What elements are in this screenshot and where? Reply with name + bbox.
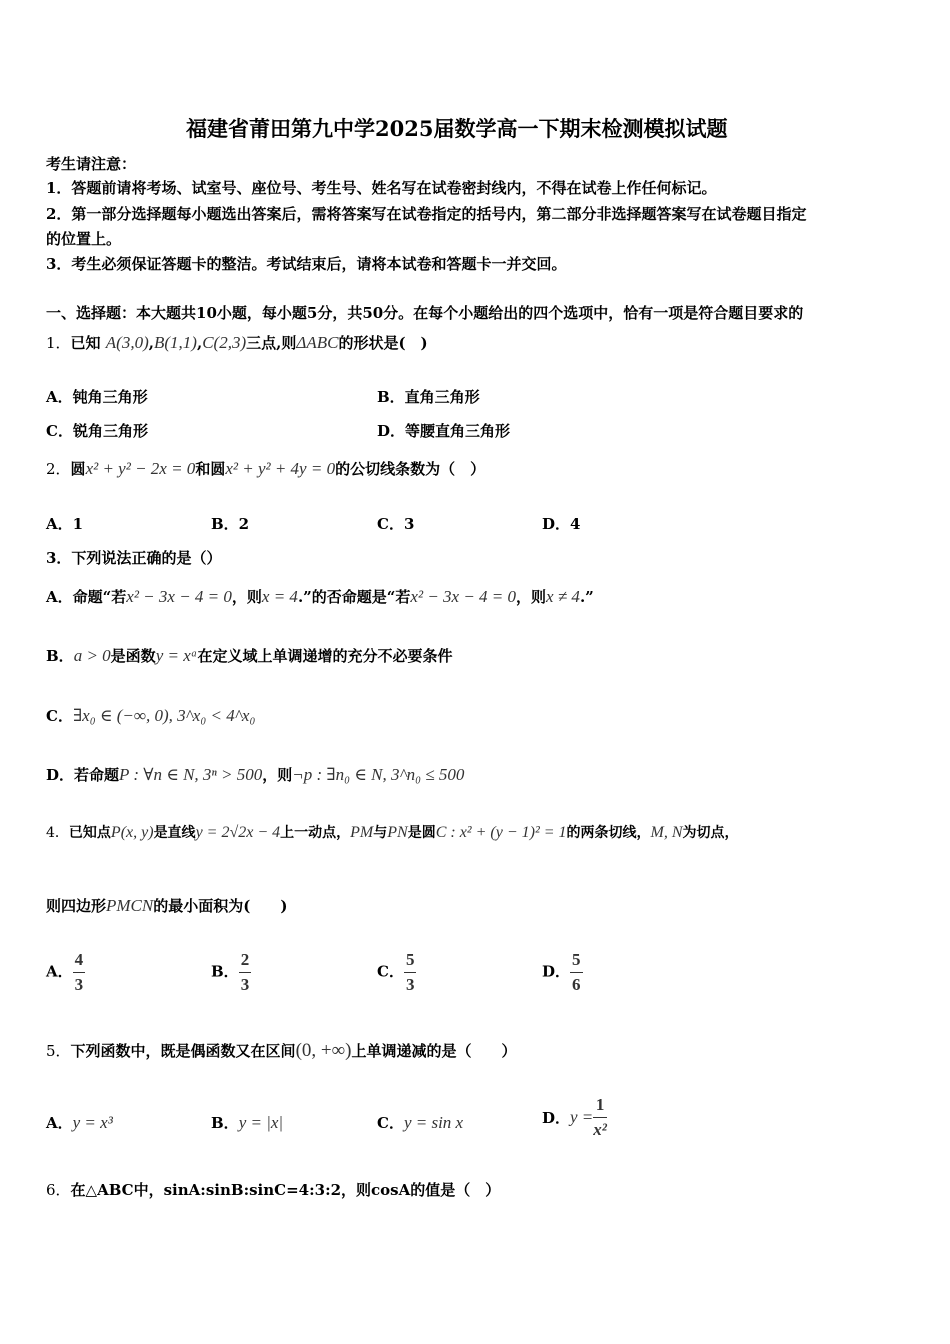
notice-heading: 考生请注意：	[46, 155, 137, 173]
q4c-label: C．	[377, 962, 404, 981]
q6-stem: 在△ABC中，sinA:sinB:sinC=4:3:2，则cosA的值是（ ）	[70, 1181, 501, 1199]
q1-option-d[interactable]: D．等腰直角三角形	[377, 422, 511, 440]
q4-expr-5: C : x² + (y − 1)² = 1	[435, 824, 567, 841]
q4-mid-4: 是圆	[407, 825, 436, 841]
q3a-expr-4: x ≠ 4	[546, 587, 580, 606]
notice-item-3: 3．考生必须保证答题卡的整洁。考试结束后，请将本试卷和答题卡一并交回。	[46, 255, 567, 273]
q4a-fraction	[73, 950, 86, 995]
q5d-lhs: y =	[570, 1107, 594, 1127]
q4c-fraction	[404, 950, 417, 995]
notice-item-2-cont: 的位置上。	[46, 230, 122, 248]
q3d-expr-1: P : ∀n ∈ N, 3ⁿ > 500	[119, 765, 263, 784]
q4b-fraction	[239, 950, 252, 995]
q1-mid: 三点,则	[246, 334, 297, 352]
q4-option-d[interactable]	[542, 950, 583, 995]
q4b-num: 2	[239, 950, 252, 973]
q3a-expr-2: x = 4	[261, 587, 298, 606]
q3b-expr-2: y = xᵃ	[155, 646, 198, 665]
question-2	[46, 458, 485, 479]
q5-interval: (0, +∞)	[295, 1040, 352, 1061]
q4c-den: 3	[405, 975, 415, 994]
q5d-den: x²	[593, 1120, 607, 1139]
q4-expr-2: y = 2√2x − 4	[195, 824, 281, 841]
q4-option-c[interactable]	[377, 950, 416, 995]
q4-expr-4: PN	[387, 824, 408, 841]
q4-option-a[interactable]	[46, 950, 85, 995]
question-5	[46, 1040, 517, 1062]
q4b-label: B．	[211, 962, 239, 981]
q3b-mid: 是函数	[110, 647, 156, 665]
q1-option-b[interactable]: B．直角三角形	[377, 388, 480, 406]
q2-circle-1: x² + y² − 2x = 0	[85, 459, 196, 478]
q3-option-b[interactable]	[46, 645, 453, 666]
q4-pre: 已知点	[68, 825, 111, 841]
q4d-fraction	[570, 950, 583, 995]
q2-pre: 圆	[70, 460, 86, 478]
q5d-fraction	[593, 1095, 607, 1140]
q3b-post: 在定义域上单调递增的充分不必要条件	[197, 647, 453, 665]
q3a-expr-1: x² − 3x − 4 = 0	[126, 587, 232, 606]
q4-mid-5: 的两条切线，	[566, 825, 651, 841]
q3b-pre: B．	[46, 647, 74, 665]
q4-line2-pre: 则四边形	[46, 897, 107, 915]
q3c-pre: C．	[46, 707, 73, 725]
q3b-expr-1: a > 0	[73, 646, 111, 665]
q2-post: 的公切线条数为（ ）	[335, 460, 486, 478]
q2-circle-2: x² + y² + 4y = 0	[225, 459, 336, 478]
q3a-mid-1: ，则	[231, 588, 262, 606]
q5c-label: C．	[377, 1114, 404, 1132]
q5-post: 上单调递减的是（ ）	[351, 1042, 517, 1060]
notice-item-2: 2．第一部分选择题每小题选出答案后，需将答案写在试卷指定的括号内，第二部分非选择题答案写在试卷题目指定	[46, 205, 807, 223]
q1-number: 1．	[46, 334, 71, 352]
q5-option-b[interactable]	[211, 1112, 283, 1133]
q4-expr-1: P(x, y)	[110, 824, 154, 841]
q2-number: 2．	[46, 460, 71, 478]
q2-option-d[interactable]: D．4	[542, 515, 581, 533]
q2-option-a[interactable]: A．1	[46, 515, 84, 533]
q3d-mid: ，则	[262, 766, 293, 784]
q3a-mid-3: ，则	[516, 588, 547, 606]
q4b-den: 3	[240, 975, 250, 994]
question-1: 1．已知 A(3,0),B(1,1),C(2,3)三点,则ΔABC的形状是( )	[46, 333, 428, 352]
q4-mid-6: 为切点，	[682, 825, 739, 841]
q4a-num: 4	[73, 950, 86, 973]
q5-option-d[interactable]	[542, 1095, 607, 1140]
q4d-num: 5	[570, 950, 583, 973]
q4-mid-2: 上一动点，	[280, 825, 351, 841]
question-6	[46, 1179, 500, 1200]
q3a-expr-3: x² − 3x − 4 = 0	[410, 587, 517, 606]
q4-expr-6: M, N	[650, 824, 683, 841]
q5d-num: 1	[593, 1095, 607, 1118]
q4-number: 4．	[46, 825, 69, 841]
q4-mid-1: 是直线	[153, 825, 196, 841]
q1-point-c: C(2,3)	[202, 333, 247, 352]
q3d-expr-2: ¬p : ∃n₀ ∈ N, 3^n₀ ≤ 500	[292, 765, 465, 784]
q5-option-c[interactable]	[377, 1112, 463, 1133]
q5d-label: D．	[542, 1109, 571, 1127]
page-title: 福建省莆田第九中学2025届数学高一下期末检测模拟试题	[186, 116, 728, 141]
q3-option-c[interactable]	[46, 705, 255, 726]
q4-line2-post: 的最小面积为( )	[153, 897, 288, 915]
q3a-pre: A．命题“若	[46, 588, 127, 606]
q4-option-b[interactable]	[211, 950, 251, 995]
q3-option-a[interactable]	[46, 586, 594, 607]
q4d-label: D．	[542, 962, 571, 981]
q3a-end: .”	[579, 588, 594, 606]
q4c-num: 5	[404, 950, 417, 973]
q4-expr-3: PM	[350, 824, 374, 841]
q5-number: 5．	[46, 1042, 71, 1060]
q5c-expr: y = sin x	[403, 1113, 464, 1132]
q1-point-b: B(1,1)	[154, 333, 197, 352]
q5-option-a[interactable]	[46, 1112, 113, 1133]
q5a-label: A．	[46, 1114, 73, 1132]
q5-pre: 下列函数中，既是偶函数又在区间	[70, 1042, 296, 1060]
q4a-label: A．	[46, 962, 73, 981]
q4d-den: 6	[572, 975, 581, 994]
q3d-pre: D．若命题	[46, 766, 120, 784]
q1-triangle: ΔABC	[296, 333, 339, 352]
q1-pre: 已知	[70, 334, 101, 352]
q2-option-c[interactable]: C．3	[377, 515, 415, 533]
question-3: 3．下列说法正确的是（）	[46, 549, 222, 567]
q1-point-a: A(3,0)	[105, 333, 149, 352]
q1-option-a[interactable]: A．钝角三角形	[46, 388, 148, 406]
q4a-den: 3	[74, 975, 84, 994]
q3a-mid-2: .”的否命题是“若	[297, 588, 411, 606]
q4-mid-3: 与	[373, 825, 388, 841]
q5b-label: B．	[211, 1114, 239, 1132]
q6-number: 6．	[46, 1181, 71, 1199]
q5a-expr: y = x³	[72, 1113, 113, 1132]
question-4	[46, 822, 739, 842]
q4-expr-7: PMCN	[106, 896, 154, 915]
q3-option-d[interactable]	[46, 764, 464, 785]
q4-line-2	[46, 895, 287, 916]
q5b-expr: y = |x|	[238, 1113, 284, 1132]
section-heading: 一、选择题：本大题共10小题，每小题5分，共50分。在每个小题给出的四个选项中，恰有一项是符合题目要求的	[46, 304, 804, 322]
q1-post: 的形状是( )	[338, 334, 428, 352]
q3c-expr: ∃x₀ ∈ (−∞, 0), 3^x₀ < 4^x₀	[72, 706, 256, 725]
q2-mid: 和圆	[195, 460, 226, 478]
notice-item-1: 1．答题前请将考场、试室号、座位号、考生号、姓名写在试卷密封线内，不得在试卷上作任何标记。	[46, 179, 717, 197]
q1-option-c[interactable]: C．锐角三角形	[46, 422, 148, 440]
q2-option-b[interactable]: B．2	[211, 515, 250, 533]
